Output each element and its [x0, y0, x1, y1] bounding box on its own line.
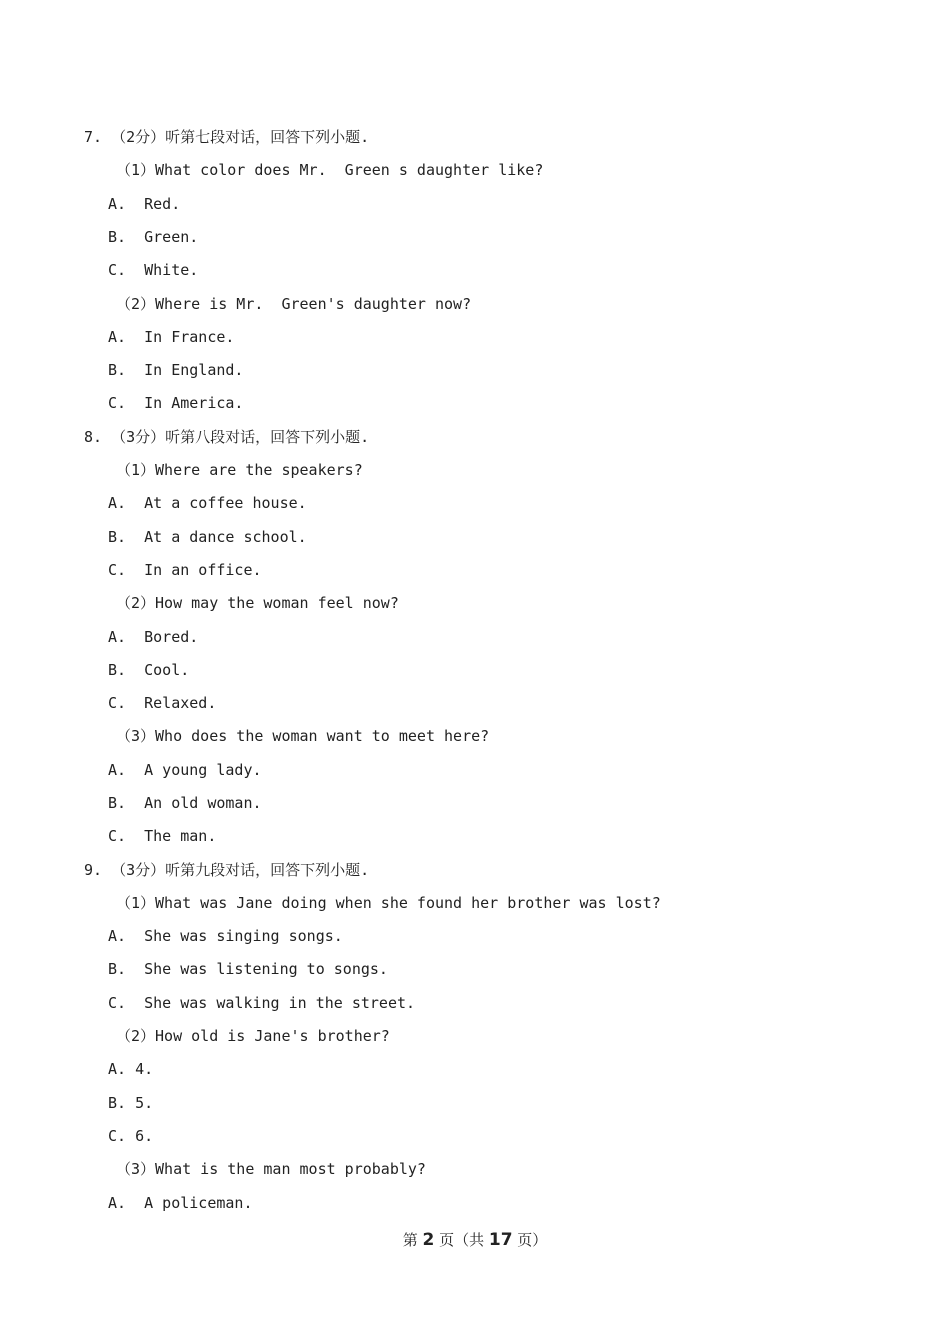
question-heading: 9. （3分）听第九段对话，回答下列小题. [84, 861, 370, 879]
sub-question: （2）How may the woman feel now? [116, 594, 399, 612]
answer-option: C. In an office. [108, 561, 262, 579]
sub-question: （3）Who does the woman want to meet here? [116, 727, 490, 745]
answer-option: B. Cool. [108, 661, 190, 679]
question-heading: 8. （3分）听第八段对话，回答下列小题. [84, 428, 370, 446]
sub-question: （1）Where are the speakers? [116, 461, 363, 479]
page-footer [0, 1229, 950, 1250]
sub-question: （1）What color does Mr. Green s daughter like? [116, 161, 544, 179]
answer-option: C. White. [108, 261, 199, 279]
answer-option: B. At a dance school. [108, 528, 307, 546]
answer-option: A. Red. [108, 195, 181, 213]
answer-option: C. 6. [108, 1127, 154, 1145]
sub-question: （2）How old is Jane's brother? [116, 1027, 390, 1045]
answer-option: B. Green. [108, 228, 199, 246]
answer-option: B. An old woman. [108, 794, 262, 812]
question-heading: 7. （2分）听第七段对话，回答下列小题. [84, 128, 370, 146]
answer-option: C. The man. [108, 827, 217, 845]
answer-option: C. In America. [108, 394, 244, 412]
footer-middle: 页（共 [434, 1231, 489, 1249]
total-page-count: 17 [488, 1230, 513, 1250]
answer-option: A. A young lady. [108, 761, 262, 779]
sub-question: （2）Where is Mr. Green's daughter now? [116, 295, 472, 313]
answer-option: B. 5. [108, 1094, 154, 1112]
answer-option: A. Bored. [108, 628, 199, 646]
footer-prefix: 第 [402, 1231, 423, 1249]
answer-option: A. 4. [108, 1060, 154, 1078]
current-page-number: 2 [422, 1230, 435, 1250]
sub-question: （3）What is the man most probably? [116, 1160, 426, 1178]
footer-suffix: 页） [512, 1231, 548, 1249]
sub-question: （1）What was Jane doing when she found her brother was lost? [116, 894, 661, 912]
answer-option: A. A policeman. [108, 1194, 253, 1212]
answer-option: B. In England. [108, 361, 244, 379]
answer-option: C. Relaxed. [108, 694, 217, 712]
answer-option: C. She was walking in the street. [108, 994, 416, 1012]
answer-option: A. In France. [108, 328, 235, 346]
answer-option: A. At a coffee house. [108, 494, 307, 512]
answer-option: A. She was singing songs. [108, 927, 343, 945]
answer-option: B. She was listening to songs. [108, 960, 388, 978]
